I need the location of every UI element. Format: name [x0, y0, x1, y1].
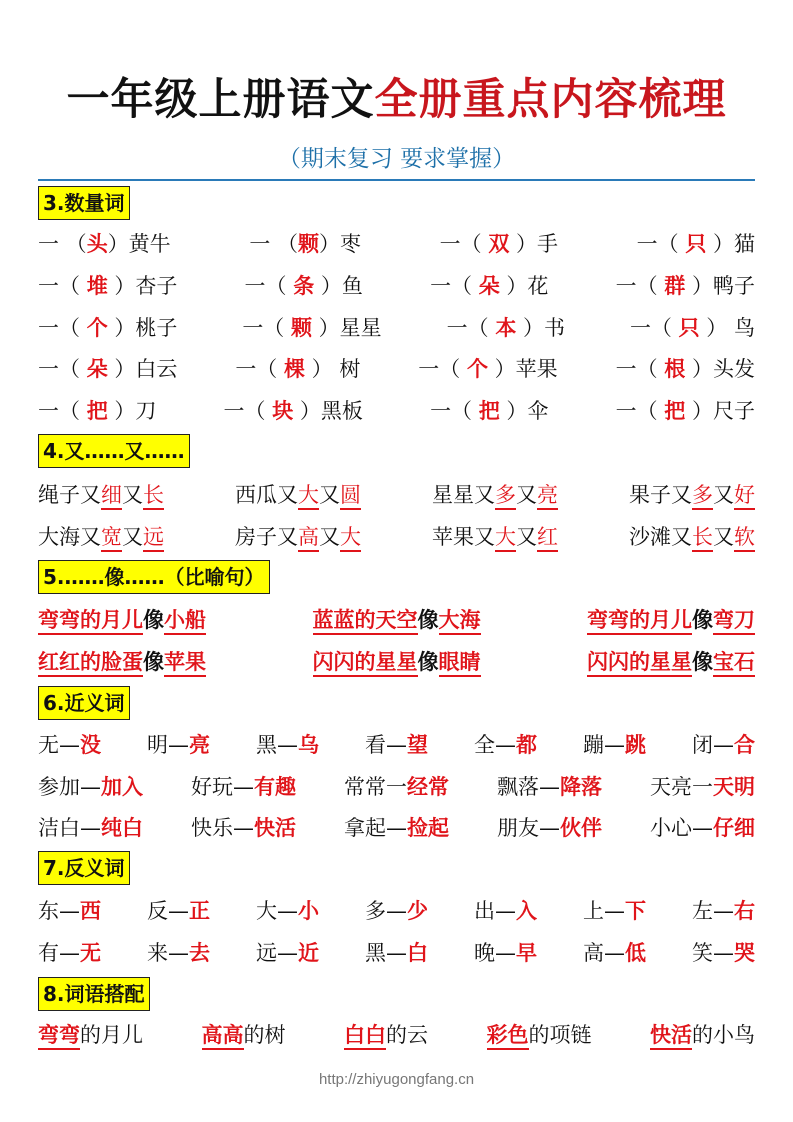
simile-connector: 像 — [143, 608, 164, 632]
youyou-adj-2: 大 — [340, 525, 361, 552]
quantity-answer: 块 — [272, 399, 294, 423]
antonym-item — [38, 895, 101, 925]
quantity-prefix: 一 （ — [249, 232, 298, 256]
youyou-adj-1: 长 — [692, 525, 713, 552]
quantity-answer: 颗 — [291, 316, 312, 340]
quantity-row — [38, 225, 755, 261]
synonym-item — [497, 771, 602, 801]
synonym-word: 黑— — [256, 733, 298, 757]
antonym-item — [583, 937, 646, 967]
quantity-answer: 把 — [86, 399, 108, 423]
youyou-connector: 又 — [319, 483, 340, 507]
youyou-connector: 又 — [516, 483, 537, 507]
antonym-answer: 哭 — [734, 941, 755, 965]
antonym-word: 来— — [147, 941, 189, 965]
quantity-prefix: 一（ — [38, 316, 87, 340]
quantity-answer: 条 — [293, 274, 315, 298]
youyou-item — [629, 479, 755, 509]
collocation-noun: 的项链 — [528, 1023, 592, 1047]
youyou-connector: 又 — [122, 483, 143, 507]
simile-subject: 闪闪的星星 — [313, 650, 418, 677]
quantity-row — [38, 392, 755, 428]
quantity-suffix: ）星星 — [312, 316, 382, 340]
antonym-word: 晚— — [474, 941, 516, 965]
collocation-noun: 的云 — [386, 1023, 428, 1047]
quantity-prefix: 一（ — [439, 232, 489, 256]
collocation-item — [487, 1019, 592, 1049]
quantity-item — [38, 353, 177, 383]
collocation-noun: 的树 — [243, 1023, 286, 1047]
simile-connector: 像 — [417, 650, 439, 674]
quantity-item — [38, 395, 156, 425]
section-heading-collocation: 8.词语搭配 — [38, 977, 150, 1011]
synonym-word: 蹦— — [583, 733, 625, 757]
antonym-item — [692, 895, 755, 925]
youyou-item — [235, 479, 361, 509]
quantity-prefix: 一（ — [430, 399, 479, 423]
collocation-item — [650, 1019, 755, 1049]
page-subtitle: （期末复习 要求掌握） — [277, 146, 516, 172]
collocation-modifier: 彩色 — [487, 1023, 529, 1050]
section-heading-youyou: 4.又……又…… — [38, 434, 190, 468]
quantity-suffix: ）枣 — [319, 232, 361, 256]
antonym-item — [256, 895, 319, 925]
simile-row — [38, 643, 755, 679]
quantity-answer: 只 — [678, 316, 700, 340]
youyou-subject: 星星又 — [432, 483, 495, 507]
quantity-item — [430, 395, 548, 425]
collocation-noun: 的月儿 — [80, 1023, 143, 1047]
simile-object: 弯刀 — [713, 608, 755, 635]
antonym-word: 有— — [38, 941, 80, 965]
antonym-item — [38, 937, 101, 967]
quantity-suffix: ）尺子 — [685, 399, 755, 423]
collocation-item — [344, 1019, 428, 1049]
youyou-connector: 又 — [319, 525, 340, 549]
antonym-item — [474, 937, 537, 967]
quantity-suffix: ）猫 — [706, 232, 755, 256]
quantity-prefix: 一 （ — [38, 232, 87, 256]
simile-item — [38, 604, 206, 634]
youyou-subject: 果子又 — [629, 483, 692, 507]
synonym-word: 明— — [147, 733, 189, 757]
antonym-item — [365, 937, 428, 967]
synonym-word: 常常一 — [344, 775, 407, 799]
quantity-suffix: ）黑板 — [293, 399, 363, 423]
antonym-answer: 去 — [189, 941, 210, 965]
antonym-answer: 正 — [189, 899, 210, 923]
simile-item — [587, 604, 755, 634]
quantity-suffix: ）书 — [516, 316, 565, 340]
quantity-suffix: ） 树 — [305, 357, 361, 381]
quantity-answer: 堆 — [86, 274, 108, 298]
antonym-item — [583, 895, 646, 925]
synonym-word: 飘落— — [497, 775, 560, 799]
youyou-connector: 又 — [713, 483, 734, 507]
simile-item — [313, 646, 481, 676]
synonym-answer: 亮 — [189, 733, 210, 757]
antonym-answer: 下 — [625, 899, 646, 923]
collocation-row — [38, 1016, 755, 1052]
antonym-word: 左— — [692, 899, 734, 923]
youyou-adj-2: 好 — [734, 483, 755, 510]
simile-object: 小船 — [164, 608, 206, 635]
youyou-adj-2: 长 — [143, 483, 164, 510]
quantity-item — [245, 270, 363, 300]
synonym-item — [38, 729, 101, 759]
quantity-item — [249, 228, 361, 258]
quantity-item — [242, 312, 381, 342]
synonym-word: 拿起— — [344, 816, 407, 840]
antonym-answer: 早 — [516, 941, 537, 965]
synonym-item — [650, 771, 755, 801]
antonym-word: 远— — [256, 941, 298, 965]
youyou-adj-1: 细 — [101, 483, 122, 510]
quantity-prefix: 一（ — [244, 274, 294, 298]
section-heading-antonym: 7.反义词 — [38, 851, 130, 885]
quantity-answer: 棵 — [284, 357, 305, 381]
quantity-answer: 本 — [495, 316, 517, 340]
synonym-word: 全— — [474, 733, 516, 757]
synonym-item — [497, 812, 602, 842]
antonym-item — [692, 937, 755, 967]
antonym-answer: 白 — [407, 941, 428, 965]
synonym-word: 好玩— — [191, 775, 254, 799]
collocation-item — [38, 1019, 143, 1049]
synonym-answer: 快活 — [254, 816, 296, 840]
antonym-answer: 少 — [407, 899, 428, 923]
synonym-item — [344, 812, 449, 842]
simile-subject: 蓝蓝的天空 — [313, 608, 418, 635]
footer-url: http://zhiyugongfang.cn — [318, 1071, 475, 1088]
quantity-prefix: 一（ — [446, 316, 496, 340]
youyou-subject: 苹果又 — [432, 525, 495, 549]
section-heading-quantity: 3.数量词 — [38, 186, 130, 220]
antonym-answer: 低 — [625, 941, 646, 965]
simile-row — [38, 601, 755, 637]
quantity-item — [418, 353, 557, 383]
antonym-word: 上— — [583, 899, 625, 923]
quantity-suffix: ）鸭子 — [685, 274, 755, 298]
quantity-prefix: 一（ — [430, 274, 479, 298]
quantity-row — [38, 309, 755, 345]
antonym-answer: 入 — [516, 899, 537, 923]
quantity-suffix: ）伞 — [499, 399, 549, 423]
simile-connector: 像 — [692, 608, 713, 632]
antonym-word: 多— — [365, 899, 407, 923]
quantity-prefix: 一（ — [615, 357, 665, 381]
youyou-item — [38, 479, 164, 509]
quantity-answer: 双 — [488, 232, 510, 256]
youyou-adj-2: 红 — [537, 525, 558, 552]
quantity-item — [447, 312, 565, 342]
youyou-connector: 又 — [122, 525, 143, 549]
youyou-subject: 沙滩又 — [629, 525, 692, 549]
synonym-answer: 乌 — [298, 733, 319, 757]
antonym-item — [365, 895, 428, 925]
quantity-suffix: ）桃子 — [107, 316, 178, 340]
simile-subject: 红红的脸蛋 — [38, 650, 143, 677]
quantity-answer: 把 — [478, 399, 500, 423]
synonym-row — [38, 768, 755, 804]
synonym-item — [344, 771, 449, 801]
synonym-word: 闭— — [692, 733, 734, 757]
youyou-subject: 大海又 — [38, 525, 101, 549]
simile-connector: 像 — [692, 650, 713, 674]
synonym-answer: 降落 — [560, 775, 602, 799]
simile-subject: 弯弯的月儿 — [587, 608, 692, 635]
youyou-adj-1: 多 — [495, 483, 516, 510]
synonym-word: 参加— — [38, 775, 101, 799]
quantity-suffix: ）花 — [499, 274, 549, 298]
synonym-answer: 合 — [734, 733, 755, 757]
youyou-adj-2: 圆 — [340, 483, 361, 510]
title-black-part: 一年级上册语文 — [66, 75, 375, 125]
antonym-word: 笑— — [692, 941, 734, 965]
collocation-modifier: 弯弯 — [38, 1023, 80, 1050]
quantity-item — [430, 270, 548, 300]
quantity-prefix: 一（ — [223, 399, 273, 423]
synonym-answer: 仔细 — [713, 816, 755, 840]
quantity-suffix: ）头发 — [685, 357, 755, 381]
antonym-item — [256, 937, 319, 967]
quantity-suffix: ）刀 — [107, 399, 157, 423]
antonym-answer: 西 — [80, 899, 101, 923]
antonym-item — [147, 937, 210, 967]
quantity-item — [616, 395, 755, 425]
antonym-item — [474, 895, 537, 925]
synonym-row — [38, 809, 755, 845]
quantity-item — [38, 270, 177, 300]
quantity-row — [38, 267, 755, 303]
youyou-adj-1: 宽 — [101, 525, 122, 552]
quantity-answer: 朵 — [478, 274, 500, 298]
title-divider — [38, 179, 755, 181]
youyou-item — [38, 521, 164, 551]
antonym-word: 反— — [147, 899, 189, 923]
quantity-prefix: 一（ — [38, 274, 87, 298]
youyou-item — [629, 521, 755, 551]
youyou-adj-2: 软 — [734, 525, 755, 552]
youyou-adj-1: 大 — [495, 525, 516, 552]
youyou-adj-1: 多 — [692, 483, 713, 510]
antonym-answer: 无 — [80, 941, 101, 965]
quantity-prefix: 一（ — [615, 399, 665, 423]
quantity-answer: 头 — [86, 232, 108, 256]
quantity-suffix: ）白云 — [107, 357, 178, 381]
collocation-item — [202, 1019, 286, 1049]
youyou-adj-1: 高 — [298, 525, 319, 552]
synonym-item — [38, 812, 143, 842]
synonym-item — [692, 729, 755, 759]
quantity-answer: 个 — [86, 316, 108, 340]
title-red-part: 全册重点内容梳理 — [374, 75, 727, 125]
simile-item — [587, 646, 755, 676]
synonym-word: 朋友— — [497, 816, 560, 840]
simile-connector: 像 — [143, 650, 164, 674]
quantity-prefix: 一（ — [629, 316, 679, 340]
quantity-prefix: 一（ — [38, 399, 87, 423]
quantity-item — [224, 395, 363, 425]
simile-object: 苹果 — [164, 650, 206, 677]
quantity-answer: 把 — [664, 399, 686, 423]
synonym-answer: 纯白 — [101, 816, 143, 840]
quantity-answer: 颗 — [298, 232, 319, 256]
synonym-word: 看— — [365, 733, 407, 757]
quantity-answer: 根 — [664, 357, 686, 381]
synonym-word: 小心— — [650, 816, 713, 840]
synonym-answer: 天明 — [713, 775, 755, 799]
quantity-item — [38, 228, 171, 258]
quantity-item — [235, 353, 360, 383]
quantity-answer: 群 — [664, 274, 686, 298]
antonym-row — [38, 892, 755, 928]
quantity-suffix: ）杏子 — [107, 274, 178, 298]
youyou-item — [235, 521, 361, 551]
quantity-item — [616, 270, 755, 300]
synonym-answer: 伙伴 — [560, 816, 602, 840]
antonym-row — [38, 934, 755, 970]
quantity-prefix: 一（ — [636, 232, 686, 256]
youyou-adj-2: 亮 — [537, 483, 558, 510]
synonym-answer: 加入 — [101, 775, 143, 799]
simile-item — [38, 646, 206, 676]
quantity-suffix: ）苹果 — [487, 357, 558, 381]
quantity-prefix: 一（ — [615, 274, 665, 298]
collocation-modifier: 快活 — [650, 1023, 692, 1050]
quantity-suffix: ）黄牛 — [107, 232, 171, 256]
antonym-answer: 近 — [298, 941, 319, 965]
synonym-word: 天亮一 — [650, 775, 713, 799]
synonym-word: 洁白— — [38, 816, 101, 840]
synonym-item — [583, 729, 646, 759]
synonym-word: 快乐— — [191, 816, 254, 840]
quantity-item — [440, 228, 558, 258]
antonym-word: 黑— — [365, 941, 407, 965]
synonym-answer: 捡起 — [407, 816, 449, 840]
quantity-answer: 只 — [685, 232, 707, 256]
youyou-adj-1: 大 — [298, 483, 319, 510]
synonym-item — [147, 729, 210, 759]
collocation-noun: 的小鸟 — [692, 1023, 755, 1047]
synonym-word: 无— — [38, 733, 80, 757]
simile-subject: 闪闪的星星 — [587, 650, 692, 677]
antonym-answer: 小 — [298, 899, 319, 923]
quantity-item — [637, 228, 755, 258]
synonym-row — [38, 726, 755, 762]
collocation-modifier: 高高 — [202, 1023, 244, 1050]
youyou-adj-2: 远 — [143, 525, 164, 552]
quantity-prefix: 一（ — [418, 357, 467, 381]
quantity-answer: 个 — [466, 357, 488, 381]
synonym-item — [191, 812, 296, 842]
antonym-word: 出— — [474, 899, 516, 923]
antonym-word: 高— — [583, 941, 625, 965]
quantity-suffix: ）鱼 — [314, 274, 363, 298]
youyou-subject: 绳子又 — [38, 483, 101, 507]
antonym-word: 东— — [38, 899, 80, 923]
synonym-item — [191, 771, 296, 801]
synonym-answer: 经常 — [407, 775, 449, 799]
section-heading-synonym: 6.近义词 — [38, 686, 130, 720]
simile-item — [313, 604, 481, 634]
quantity-item — [630, 312, 755, 342]
youyou-subject: 房子又 — [235, 525, 298, 549]
antonym-word: 大— — [256, 899, 298, 923]
youyou-subject: 西瓜又 — [235, 483, 298, 507]
simile-subject: 弯弯的月儿 — [38, 608, 143, 635]
simile-object: 大海 — [439, 608, 481, 635]
synonym-answer: 没 — [80, 733, 101, 757]
youyou-connector: 又 — [516, 525, 537, 549]
synonym-item — [365, 729, 428, 759]
quantity-item — [38, 312, 177, 342]
simile-object: 眼睛 — [439, 650, 481, 677]
synonym-item — [474, 729, 537, 759]
quantity-prefix: 一（ — [235, 357, 284, 381]
synonym-answer: 跳 — [625, 733, 646, 757]
simile-connector: 像 — [417, 608, 439, 632]
quantity-suffix: ） 鸟 — [699, 316, 755, 340]
quantity-item — [616, 353, 755, 383]
quantity-prefix: 一（ — [242, 316, 291, 340]
youyou-row — [38, 476, 755, 512]
antonym-item — [147, 895, 210, 925]
quantity-answer: 朵 — [86, 357, 108, 381]
youyou-item — [432, 479, 558, 509]
antonym-answer: 右 — [734, 899, 755, 923]
synonym-answer: 都 — [516, 733, 537, 757]
synonym-item — [256, 729, 319, 759]
youyou-connector: 又 — [713, 525, 734, 549]
quantity-prefix: 一（ — [38, 357, 87, 381]
simile-object: 宝石 — [713, 650, 755, 677]
collocation-modifier: 白白 — [344, 1023, 386, 1050]
youyou-row — [38, 518, 755, 554]
section-heading-simile: 5.……像……（比喻句） — [38, 560, 270, 594]
quantity-suffix: ）手 — [509, 232, 558, 256]
quantity-row — [38, 350, 755, 386]
synonym-item — [38, 771, 143, 801]
synonym-answer: 有趣 — [254, 775, 296, 799]
synonym-item — [650, 812, 755, 842]
synonym-answer: 望 — [407, 733, 428, 757]
page-title — [0, 72, 793, 128]
youyou-item — [432, 521, 558, 551]
